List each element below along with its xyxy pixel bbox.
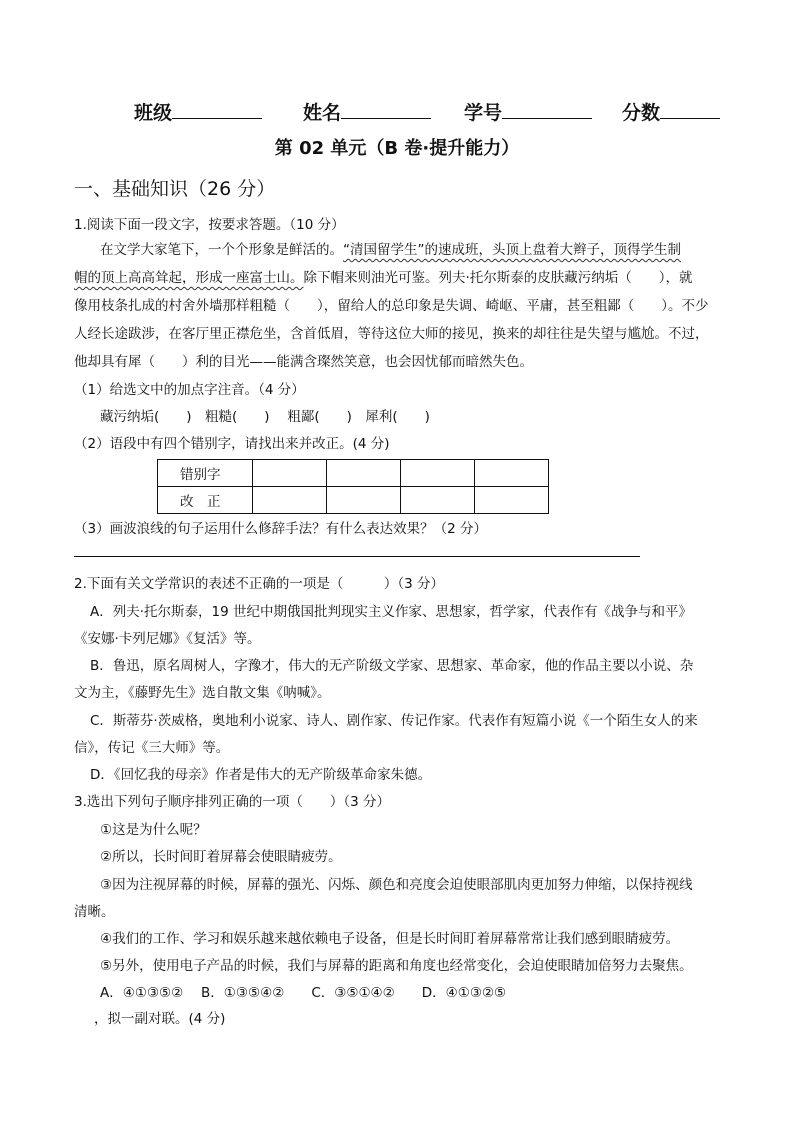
unit-title: 第 02 单元（B 卷·提升能力）	[274, 138, 520, 159]
q3-sentence-3: ③因为注视屏幕的时候，屏幕的强光、闪烁、颜色和亮度会迫使眼部肌肉更加努力伸缩，以保持视线	[100, 877, 693, 893]
table-row	[158, 487, 549, 514]
correction-table	[157, 459, 549, 514]
class-field	[134, 98, 262, 125]
table-row-header-correct: 改 正	[158, 487, 253, 514]
section-title: 一、基础知识（26 分）	[74, 178, 276, 200]
q3-sentence-2: ②所以，长时间盯着屏幕会使眼睛疲劳。	[100, 849, 342, 865]
table-row-header-wrong: 错别字	[158, 460, 253, 487]
q3-sentence-4: ④我们的工作、学习和娱乐越来越依赖电子设备，但是长时间盯着屏幕常常让我们感到眼睛疲劳。	[100, 931, 680, 947]
score-label: 分数	[622, 102, 661, 124]
q1-wavy-sentence-part2: 帽的顶上高高耸起，形成一座富士山。	[74, 270, 304, 286]
q1-sub3: （3）画波浪线的句子运用什么修辞手法？有什么表达效果？（2 分）	[74, 521, 487, 537]
class-blank[interactable]	[172, 102, 262, 119]
table-cell[interactable]	[475, 487, 549, 514]
q1-para-line1-text: 在文学大家笔下，一个个形象是鲜活的。	[100, 242, 343, 258]
table-row	[158, 460, 549, 487]
q1-sub1-items[interactable]: 藏污纳垢( ) 粗糙( ) 粗鄙( ) 犀利( )	[100, 409, 430, 425]
q1-sub2: （2）语段中有四个错别字，请找出来并改正。(4 分)	[74, 436, 390, 452]
q1-wavy-sentence-part1: “清国留学生”的速成班，头顶上盘着大辫子，顶得学生制	[343, 242, 681, 258]
q3-options[interactable]: A．④①③⑤② B．①③⑤④② C．③⑤①④② D．④①③②⑤	[100, 985, 507, 1001]
q1-para-line5: 他却具有犀（ ）利的目光——能满含璨然笑意，也会因忧郁而暗然失色。	[74, 354, 533, 370]
student-id-label: 学号	[464, 102, 503, 124]
table-cell[interactable]	[253, 460, 327, 487]
table-cell[interactable]	[253, 487, 327, 514]
q1-stem: 1.阅读下面一段文字，按要求答题。（10 分）	[74, 217, 345, 233]
q2-option-b[interactable]: B．鲁迅，原名周树人，字豫才，伟大的无产阶级文学家、思想家、革命家，他的作品主要以小说、杂	[90, 658, 694, 674]
class-label: 班级	[134, 102, 173, 124]
q3-stem: 3.选出下列句子顺序排列正确的一项（ ）（3 分）	[74, 794, 391, 810]
q2-option-c-cont: 信》，传记《三大师》等。	[74, 740, 230, 756]
q3-sentence-1: ①这是为什么呢？	[100, 822, 207, 838]
name-blank[interactable]	[341, 102, 431, 119]
q3-sentence-5: ⑤另外，使用电子产品的时候，我们与屏幕的距离和角度也经常变化，会迫使眼睛加倍努力去聚焦。	[100, 958, 693, 974]
q2-option-a-cont: 《安娜·卡列尼娜》《复活》等。	[74, 631, 261, 647]
q1-para-line1	[100, 236, 681, 264]
q2-stem: 2.下面有关文学常识的表述不正确的一项是（ ）（3 分）	[74, 576, 445, 592]
q1-para-line4: 人经长途跋涉，在客厅里正襟危坐，含首低眉，等待这位大师的接见，换来的却往往是失望与尴尬。不过，	[74, 326, 709, 342]
q1-sub1: （1）给选文中的加点字注音。（4 分）	[74, 382, 305, 398]
q3-sentence-3-cont: 清晰。	[74, 904, 115, 920]
q2-option-c[interactable]: C．斯蒂芬·茨威格，奥地利小说家、诗人、剧作家、传记作家。代表作有短篇小说《一个陌生女人的来	[90, 713, 698, 729]
name-field	[303, 98, 431, 125]
student-id-field	[464, 98, 592, 125]
table-cell[interactable]	[327, 460, 401, 487]
table-cell[interactable]	[401, 460, 475, 487]
table-cell[interactable]	[475, 460, 549, 487]
q1-para-line2	[74, 264, 693, 292]
table-cell[interactable]	[401, 487, 475, 514]
q1-sub3-answer-line[interactable]	[74, 556, 640, 557]
student-id-blank[interactable]	[502, 102, 592, 119]
q2-option-a[interactable]: A．列夫·托尔斯泰，19 世纪中期俄国批判现实主义作家、思想家，哲学家，代表作有《战争与和平》	[90, 604, 692, 620]
q2-option-d[interactable]: D．《回忆我的母亲》作者是伟大的无产阶级革命家朱德。	[90, 767, 432, 783]
score-field	[622, 98, 720, 125]
table-cell[interactable]	[327, 487, 401, 514]
q4-fragment: ，拟一副对联。(4 分)	[94, 1011, 226, 1027]
q1-para-line3: 像用枝条扎成的村舍外墙那样粗糙（ ），留给人的总印象是失调、崎岖、平庸，甚至粗鄙（ ）。不少	[74, 298, 709, 314]
score-blank[interactable]	[660, 102, 720, 119]
q1-para-line2-text: 除下帽来则油光可鉴。列夫·托尔斯泰的皮肤藏污纳垢（ ），就	[303, 270, 693, 286]
name-label: 姓名	[303, 102, 342, 124]
q2-option-b-cont: 文为主，《藤野先生》选自散文集《呐喊》。	[74, 685, 331, 701]
